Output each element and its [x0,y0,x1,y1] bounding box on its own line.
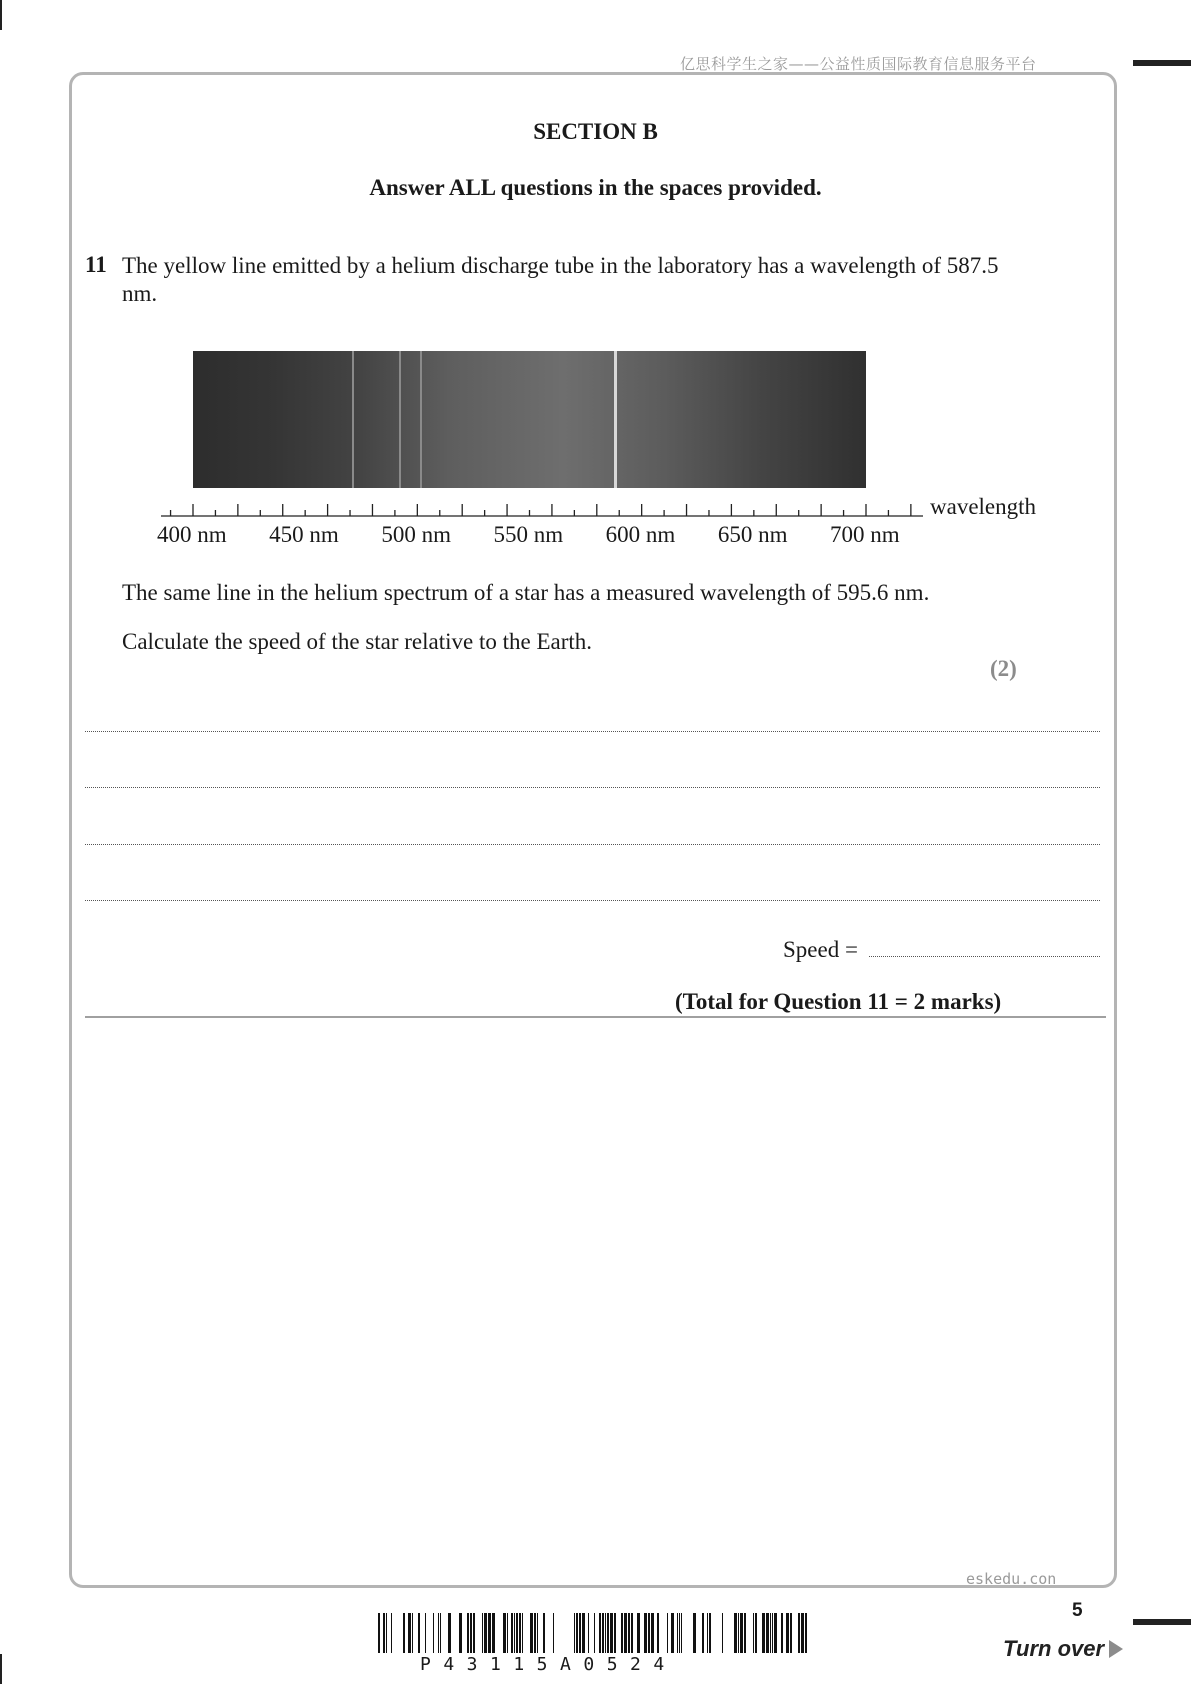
barcode-bar [433,1613,434,1653]
barcode-bar [482,1613,483,1653]
barcode-bar [709,1613,711,1653]
barcode-bar [734,1613,737,1653]
speed-answer-label: Speed = [783,937,858,962]
barcode-bar [503,1613,506,1653]
barcode-bar [519,1613,521,1653]
barcode-bar [770,1613,771,1653]
barcode-bar [582,1613,585,1653]
tick-label: 650 nm [717,522,788,547]
barcode-bar [755,1613,757,1653]
page-number: 5 [1072,1600,1083,1621]
barcode-bar [403,1613,405,1653]
crop-mark [0,1654,2,1684]
barcode-bar [774,1613,777,1653]
question-total: (Total for Question 11 = 2 marks) [675,989,1002,1014]
barcode-bar [614,1613,616,1653]
barcode-bar [786,1613,789,1653]
barcode-bar [386,1613,387,1653]
section-instruction: Answer ALL questions in the spaces provided. [369,175,822,200]
barcode-bar [667,1613,668,1653]
barcode-bar [574,1613,575,1653]
turn-over-label: Turn over [1003,1636,1105,1661]
barcode-bar [378,1613,380,1653]
barcode-bar [588,1613,589,1653]
crop-mark [1133,60,1191,66]
question-text: The yellow line emitted by a helium discharge tube in the laboratory has a wavelength of 587.5 nm. [122,253,999,306]
barcode-bar [702,1613,704,1653]
barcode-bar [576,1613,578,1653]
barcode-bar [459,1613,462,1653]
barcode-bar [599,1613,601,1653]
barcode-bar [537,1613,538,1653]
barcode-bar [516,1613,518,1653]
barcode [378,1613,810,1658]
barcode-bar [484,1613,487,1653]
barcode-bar [624,1613,627,1653]
barcode-bar [507,1613,508,1653]
question-divider [85,1016,1106,1018]
barcode-bar [605,1613,606,1653]
barcode-bar [492,1613,495,1653]
footer-watermark: eskedu.con [966,1570,1057,1588]
barcode-bar [805,1613,807,1653]
tick-label: 550 nm [493,522,564,547]
barcode-bar [740,1613,743,1653]
header-watermark: 亿思科学生之家——公益性质国际教育信息服务平台 [680,55,1037,73]
emission-line [352,351,354,488]
barcode-bar [651,1613,654,1653]
barcode-bar [722,1613,723,1653]
barcode-bar [648,1613,650,1653]
speed-answer-line[interactable] [869,956,1100,957]
barcode-bar [438,1613,439,1653]
barcode-bar [514,1613,515,1653]
barcode-bar [801,1613,804,1653]
answer-line[interactable] [85,731,1100,732]
barcode-bar [772,1613,773,1653]
barcode-bar [594,1613,595,1653]
question-number: 11 [85,252,107,277]
emission-line [420,351,422,488]
emission-line [614,351,617,488]
barcode-bar [543,1613,545,1653]
barcode-bar [631,1613,633,1653]
barcode-bar [383,1613,385,1653]
barcode-bar [766,1613,769,1653]
question-paragraph-calculate: Calculate the speed of the star relative to the Earth. [122,629,593,654]
question-paragraph-star: The same line in the helium spectrum of a star has a measured wavelength of 595.6 nm. [122,580,930,605]
barcode-bar [637,1613,640,1653]
marks-indicator: (2) [990,656,1017,681]
barcode-bar [448,1613,451,1653]
turn-over-arrow-icon [1109,1640,1123,1658]
barcode-bar [412,1613,413,1653]
barcode-bar [762,1613,765,1653]
barcode-bar [408,1613,411,1653]
barcode-bar [522,1613,523,1653]
barcode-bar [425,1613,426,1653]
barcode-bar [473,1613,475,1653]
barcode-bar [553,1613,554,1653]
barcode-bar [467,1613,469,1653]
tick-label: 700 nm [830,522,900,547]
barcode-bar [628,1613,630,1653]
barcode-bar [738,1613,739,1653]
crop-mark [0,0,2,30]
barcode-bar [534,1613,536,1653]
wavelength-axis-label: wavelength [930,494,1037,519]
barcode-bar [657,1613,659,1653]
barcode-bar [488,1613,491,1653]
barcode-bar [798,1613,800,1653]
answer-line[interactable] [85,844,1100,845]
barcode-bar [707,1613,708,1653]
tick-label: 600 nm [605,522,676,547]
barcode-bar [753,1613,754,1653]
barcode-bar [610,1613,613,1653]
tick-label: 450 nm [269,522,339,547]
answer-line[interactable] [85,787,1100,788]
barcode-bar [744,1613,746,1653]
barcode-bar [781,1613,783,1653]
barcode-bar [511,1613,513,1653]
tick-label: 400 nm [157,522,227,547]
tick-label: 500 nm [381,522,451,547]
barcode-bar [579,1613,581,1653]
barcode-bar [470,1613,472,1653]
barcode-bar [391,1613,392,1653]
barcode-bar [607,1613,609,1653]
barcode-bar [677,1613,678,1653]
barcode-bar [790,1613,792,1653]
section-title: SECTION B [533,119,658,144]
barcode-bar [602,1613,604,1653]
barcode-bar [530,1613,533,1653]
crop-mark [1133,1619,1191,1625]
barcode-bar [681,1613,682,1653]
barcode-bar [440,1613,441,1653]
barcode-text: P43115A0524 [420,1654,677,1675]
barcode-bar [644,1613,647,1653]
barcode-bar [679,1613,680,1653]
barcode-bar [671,1613,674,1653]
helium-spectrum-image [193,351,866,488]
barcode-bar [621,1613,623,1653]
emission-line [399,351,401,488]
answer-line[interactable] [85,900,1100,901]
barcode-bar [418,1613,420,1653]
barcode-bar [693,1613,696,1653]
